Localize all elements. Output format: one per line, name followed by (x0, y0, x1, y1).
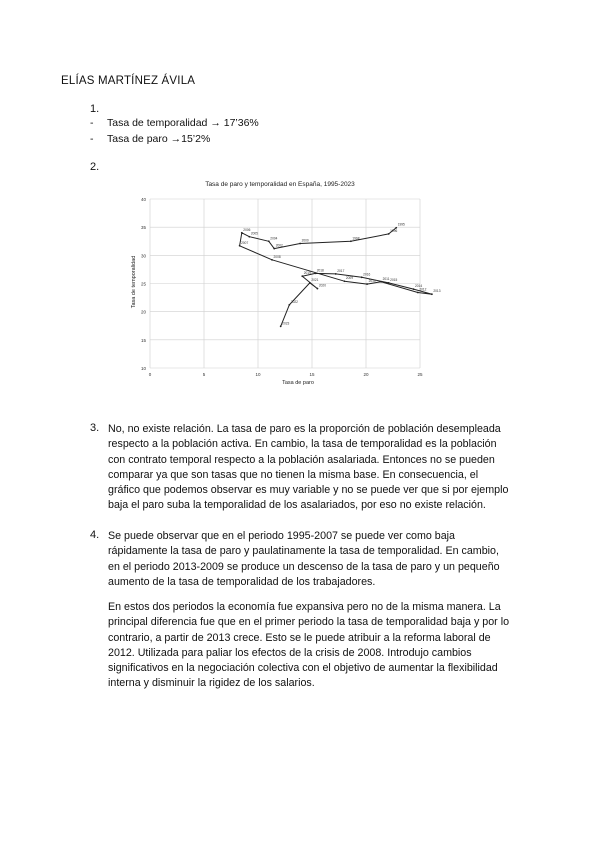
answer-4b-line: En estos dos periodos la economía fue expansiva pero no de la misma manera. La (108, 601, 501, 613)
data-point (413, 288, 415, 290)
data-point-label: 2005 (250, 231, 258, 236)
data-point-label: 2023 (282, 321, 290, 326)
y-tick-label: 25 (140, 281, 146, 287)
data-point-label: 2013 (433, 289, 441, 294)
y-tick-label: 30 (140, 253, 146, 259)
data-point-label: 2018 (316, 268, 324, 273)
data-point (431, 293, 433, 295)
data-point-label: 2012 (419, 287, 427, 292)
data-point-label: 2007 (241, 240, 249, 245)
data-point (239, 245, 241, 247)
data-point (350, 240, 352, 242)
y-tick-label: 40 (140, 197, 146, 202)
x-tick-label: 5 (202, 372, 206, 377)
answer-3-line: gráfico que podemos observar es muy variable y no se puede ver que si por ejemplo (108, 484, 509, 497)
data-point (280, 325, 282, 327)
data-point (273, 248, 275, 250)
answer-3-line: No, no existe relación. La tasa de paro es la proporción de población desempleada (108, 423, 501, 435)
answer-3-line: respecto a la población activa. En cambio, la tasa de temporalidad es la población (108, 438, 497, 451)
scatter-chart (110, 172, 450, 388)
answer-4b-line: 2012. Utilizada para paliar los efectos de la crisis de 2008. Introdujo cambios (108, 646, 472, 659)
x-tick-label: 20 (363, 372, 369, 377)
data-point (299, 243, 301, 245)
item-4-number: 4. (90, 529, 100, 541)
answer-4-line: Se puede observar que en el periodo 1995-2007 se puede ver como baja (108, 530, 455, 542)
data-point (301, 275, 303, 277)
data-point (314, 272, 316, 274)
data-point-label: 1998 (352, 236, 360, 241)
x-tick-label: 0 (148, 372, 152, 377)
data-point-label: 1996 (390, 228, 398, 233)
item-1-number: 1. (90, 103, 100, 115)
answer-3-line: comparar ya que son tasas que no tienen la misma base. En consecuencia, el (108, 468, 479, 481)
x-tick-label: 25 (417, 372, 423, 377)
item-3-number: 3. (90, 422, 100, 434)
answer-4b-line: principal diferencia fue que en el primer periodo la tasa de temporalidad baja y por lo (108, 616, 510, 629)
answer-3-paragraph (108, 422, 518, 514)
chart-y-axis-label: Tasa de temporalidad (131, 255, 137, 309)
answer-3-line: con contrato temporal respecto a la población asalariada. Entonces no se pueden (108, 453, 495, 466)
chart-point-labels (241, 223, 441, 326)
data-point (366, 283, 368, 285)
data-point (248, 236, 250, 238)
data-point (268, 240, 270, 242)
author-name: ELÍAS MARTÍNEZ ÁVILA (61, 75, 196, 87)
data-point-label: 2010 (368, 279, 376, 284)
data-point-label: 2022 (290, 299, 298, 304)
chart-tick-labels (141, 197, 423, 377)
data-point-label: 2006 (243, 227, 251, 232)
data-point (335, 273, 337, 275)
data-point (388, 233, 390, 235)
data-point-label: 2021 (311, 277, 319, 282)
answer-4b-line: contrario, a partir de 2013 crece. Esto se le puede atribuir a la reforma laboral de (108, 631, 491, 644)
data-point (317, 288, 319, 290)
data-point-label: 2017 (337, 268, 345, 273)
answer-4b-line: interna y disminuir la rigidez de los salarios. (108, 677, 315, 690)
answer-4b-line: significativos en la negociación colectiva con el objetivo de aumentar la flexibilidad (108, 662, 498, 675)
answer-4-line: rápidamente la tasa de paro y paulatinamente la tasa de temporalidad. En cambio, (108, 545, 499, 558)
x-tick-label: 15 (309, 372, 315, 377)
item-2-number: 2. (90, 161, 100, 173)
data-point (288, 304, 290, 306)
y-tick-label: 15 (140, 337, 146, 343)
chart-x-axis-label: Tasa de paro (282, 380, 314, 386)
chart-title: Tasa de paro y temporalidad en España, 1995-2023 (205, 181, 355, 188)
data-point (380, 281, 382, 283)
data-point (241, 232, 243, 234)
list-item-text: Tasa de temporalidad → 17’36% (107, 117, 259, 129)
data-point (361, 276, 363, 278)
answer-4-paragraph (108, 529, 518, 590)
chart-series (239, 227, 433, 327)
data-point-label: 2002 (275, 243, 283, 248)
data-point (309, 282, 311, 284)
data-point-label: 2020 (318, 283, 326, 288)
data-point (271, 259, 273, 261)
data-point-label: 2008 (273, 254, 281, 259)
data-point (417, 292, 419, 294)
answer-3-line: baja el paro suba la temporalidad de los asalariados, por eso no existe relación. (108, 499, 486, 512)
data-point-label: 2009 (345, 276, 353, 281)
data-point-label: 2019 (303, 271, 311, 276)
y-tick-label: 20 (140, 309, 146, 315)
data-point-label: 2016 (363, 272, 371, 277)
data-point-label: 2014 (415, 284, 423, 289)
answer-4-line: en el periodo 2013-2009 se produce un descenso de la tasa de paro y un pequeño (108, 560, 500, 573)
answer-4-paragraph-2 (108, 600, 518, 692)
answer-4-line: aumento de la tasa de temporalidad de los trabajadores. (108, 575, 376, 588)
y-tick-label: 35 (140, 225, 146, 231)
y-tick-label: 10 (140, 366, 146, 371)
list-dash: - (90, 117, 94, 129)
data-point (344, 280, 346, 282)
data-point-label: 2015 (390, 277, 398, 282)
list-dash: - (90, 133, 94, 145)
x-tick-label: 10 (255, 372, 261, 377)
data-point-label: 2000 (301, 238, 309, 243)
data-point-label: 2004 (270, 236, 278, 241)
list-item-text: Tasa de paro →15’2% (107, 133, 211, 145)
data-point-label: 2011 (382, 276, 390, 281)
data-point-label: 1995 (397, 222, 405, 227)
data-point (388, 282, 390, 284)
